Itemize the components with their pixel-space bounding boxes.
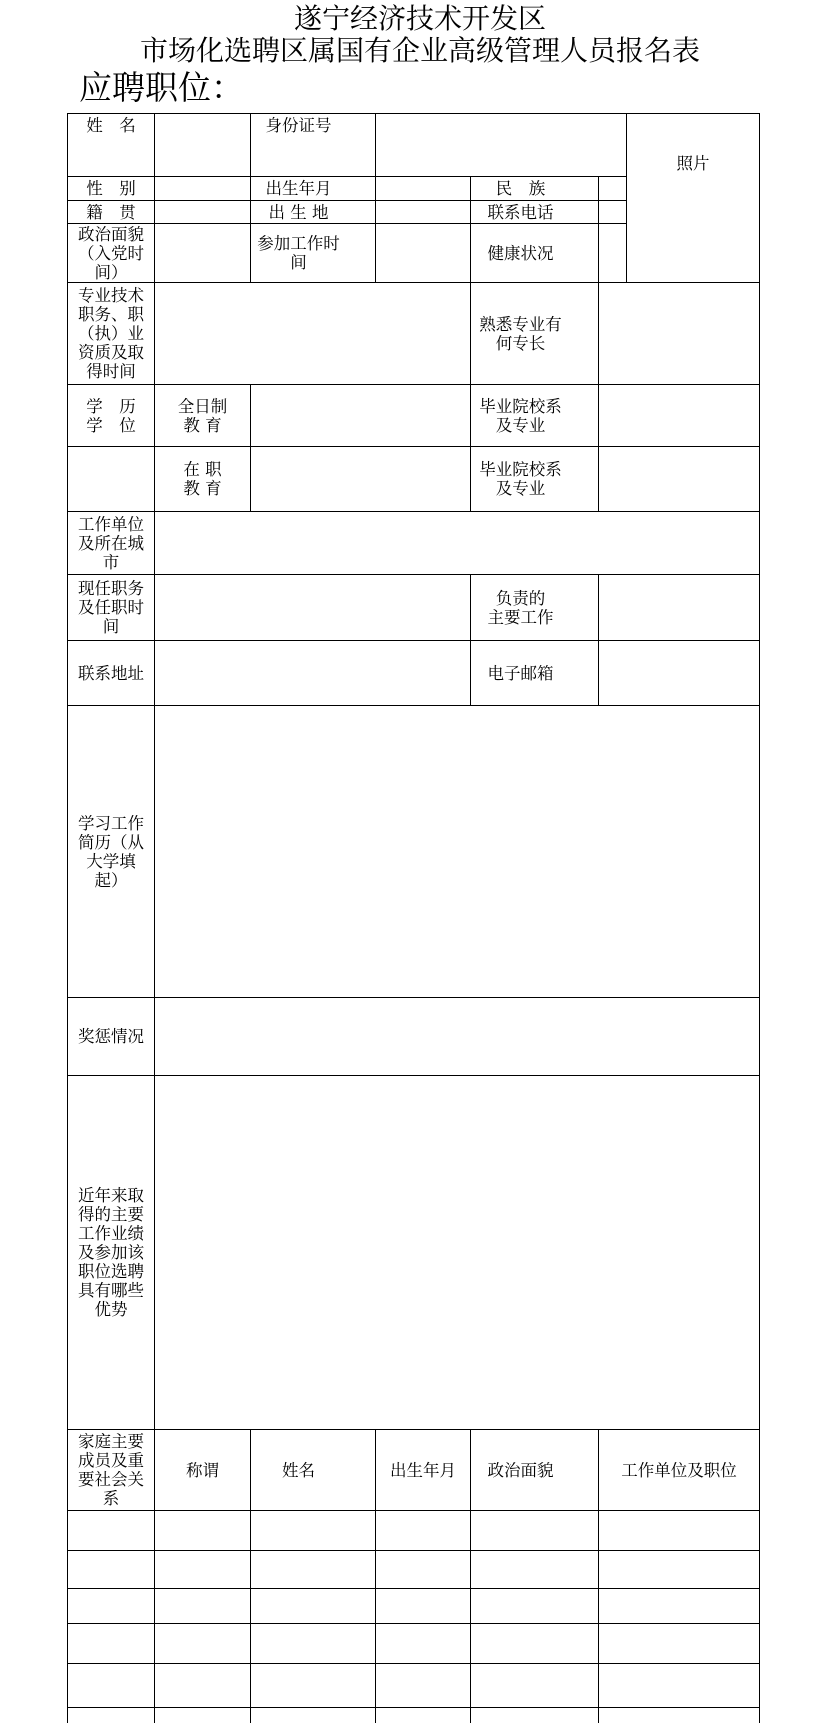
email-label: 电子邮箱 [487,663,554,683]
on-job-education-line-1: 在 职 [183,460,222,479]
registration-form-table [67,113,760,1723]
gender-label-cell [68,177,155,201]
resume-value-cell [155,706,760,998]
id-number-label: 身份证号 [265,116,332,135]
family-row-3-name [251,1589,376,1624]
native-place-value-cell [155,201,251,224]
family-employer-position-header: 工作单位及职位 [621,1460,737,1480]
family-row-1-blank [68,1511,155,1551]
work-start-value-cell [376,224,471,283]
family-row-4-relation [155,1624,251,1664]
family-row-2-blank [68,1551,155,1589]
family-name-header: 姓名 [282,1460,315,1480]
family-row-6-relation [155,1708,251,1723]
family-label: 家庭主要成员及重要社会关系 [78,1432,144,1508]
family-row-5-blank [68,1664,155,1708]
resume-label-cell [68,706,155,998]
family-row-4-name [251,1624,376,1664]
political-status-label: 政治面貌（入党时间） [78,224,144,282]
family-row-4-blank [68,1624,155,1664]
family-political-status-header-cell [471,1430,599,1511]
family-row-5-political-status [471,1664,599,1708]
family-birth-date-header: 出生年月 [390,1460,456,1480]
health-label-cell [471,224,599,283]
specialty-label: 熟悉专业有何专长 [479,314,562,353]
main-duties-label-cell [471,575,599,641]
family-row-2-name [251,1551,376,1589]
achievements-label-cell [68,1076,155,1430]
family-row-6-political-status [471,1708,599,1723]
on-job-school-major-label: 毕业院校系及专业 [479,460,562,498]
main-duties-label [488,589,554,627]
education-label [86,397,136,435]
ethnicity-value-cell [599,177,627,201]
education-label-cell [68,385,155,447]
family-row-1-employer-position [599,1511,760,1551]
birthplace-value-cell [376,201,471,224]
photo-label: 照片 [676,154,710,173]
phone-value-cell [599,201,627,224]
native-place-label: 籍 贯 [86,202,136,222]
on-job-education-value-cell [251,447,471,512]
main-duties-line-1: 负责的 [495,588,546,608]
family-row-2-employer-position [599,1551,760,1589]
family-row-3-birth-date [376,1589,471,1624]
full-time-school-major-label-cell [471,385,599,447]
family-name-header-cell [251,1430,376,1511]
address-label-cell [68,641,155,706]
current-position-label: 现任职务及任职时间 [78,579,144,636]
ethnicity-label: 民 族 [495,179,546,198]
on-job-education-label [183,460,221,498]
full-time-education-value-cell [251,385,471,447]
achievements-value-cell [155,1076,760,1430]
full-time-education-label [178,397,228,435]
on-job-school-major-value-cell [599,447,760,512]
phone-label: 联系电话 [487,202,554,222]
id-number-label-cell [251,114,376,177]
main-duties-value-cell [599,575,760,641]
address-value-cell [155,641,471,706]
on-job-education-label-cell [155,447,251,512]
phone-label-cell [471,201,599,224]
family-row-4-birth-date [376,1624,471,1664]
employer-city-label-cell [68,512,155,575]
family-row-3-relation [155,1589,251,1624]
email-value-cell [599,641,760,706]
family-row-3-political-status [471,1589,599,1624]
full-time-education-line-2: 教 育 [183,415,222,435]
full-time-education-label-cell [155,385,251,447]
resume-label: 学习工作简历（从大学填起） [78,813,144,890]
position-applied-label: 应聘职位： [79,68,244,107]
rewards-label: 奖惩情况 [78,1027,144,1046]
birth-date-label: 出生年月 [265,179,332,198]
document-title-line-2: 市场化选聘区属国有企业高级管理人员报名表 [139,34,700,67]
professional-title-label-cell [68,283,155,385]
employer-city-value-cell [155,512,760,575]
family-row-1-relation [155,1511,251,1551]
education-label-line: 学 历 [86,396,136,416]
ethnicity-label-cell [471,177,599,201]
family-row-4-employer-position [599,1624,760,1664]
political-status-label-cell [68,224,155,283]
name-label-cell [68,114,155,177]
rewards-value-cell [155,998,760,1076]
family-political-status-header: 政治面貌 [487,1460,554,1480]
achievements-label: 近年来取得的主要工作业绩及参加该职位选聘具有哪些优势 [78,1186,144,1319]
family-row-1-name [251,1511,376,1551]
on-job-school-major-label-cell [471,447,599,512]
family-row-1-birth-date [376,1511,471,1551]
specialty-label-cell [471,283,599,385]
family-row-6-name [251,1708,376,1723]
family-row-6-employer-position [599,1708,760,1723]
family-row-1-political-status [471,1511,599,1551]
family-relation-header-cell [155,1430,251,1511]
health-label: 健康状况 [487,243,554,263]
full-time-education-line-1: 全日制 [177,396,228,416]
family-employer-position-header-cell [599,1430,760,1511]
on-job-education-blank-cell [68,447,155,512]
full-time-school-major-value-cell [599,385,760,447]
family-row-3-employer-position [599,1589,760,1624]
family-row-5-name [251,1664,376,1708]
full-time-school-major-label: 毕业院校系及专业 [479,396,562,435]
main-duties-line-2: 主要工作 [487,607,554,627]
family-birth-date-header-cell [376,1430,471,1511]
family-row-5-birth-date [376,1664,471,1708]
name-value-cell [155,114,251,177]
native-place-label-cell [68,201,155,224]
family-row-4-political-status [471,1624,599,1664]
family-row-2-relation [155,1551,251,1589]
political-status-value-cell [155,224,251,283]
gender-label: 性 别 [86,179,136,198]
birthplace-label-cell [251,201,376,224]
email-label-cell [471,641,599,706]
degree-label-line: 学 位 [86,415,136,435]
name-label: 姓 名 [86,116,136,135]
photo-cell [627,114,760,283]
work-start-label-cell [251,224,376,283]
document-title-line-1: 遂宁经济技术开发区 [293,2,546,35]
birth-date-label-cell [251,177,376,201]
id-number-value-cell [376,114,627,177]
family-relation-header: 称谓 [186,1460,219,1480]
current-position-label-cell [68,575,155,641]
family-row-2-political-status [471,1551,599,1589]
on-job-education-line-2: 教 育 [183,479,222,498]
family-row-2-birth-date [376,1551,471,1589]
family-row-5-employer-position [599,1664,760,1708]
employer-city-label: 工作单位及所在城市 [78,514,144,572]
current-position-value-cell [155,575,471,641]
address-label: 联系地址 [78,663,144,683]
family-row-6-birth-date [376,1708,471,1723]
professional-title-value-cell [155,283,471,385]
gender-value-cell [155,177,251,201]
professional-title-label: 专业技术职务、职（执）业资质及取得时间 [78,286,144,381]
birthplace-label: 出 生 地 [268,202,329,222]
specialty-value-cell [599,283,760,385]
family-row-3-blank [68,1589,155,1624]
birth-date-value-cell [376,177,471,201]
work-start-label: 参加工作时间 [257,234,340,272]
family-row-5-relation [155,1664,251,1708]
health-value-cell [599,224,627,283]
family-row-6-blank [68,1708,155,1723]
family-label-cell [68,1430,155,1511]
rewards-label-cell [68,998,155,1076]
